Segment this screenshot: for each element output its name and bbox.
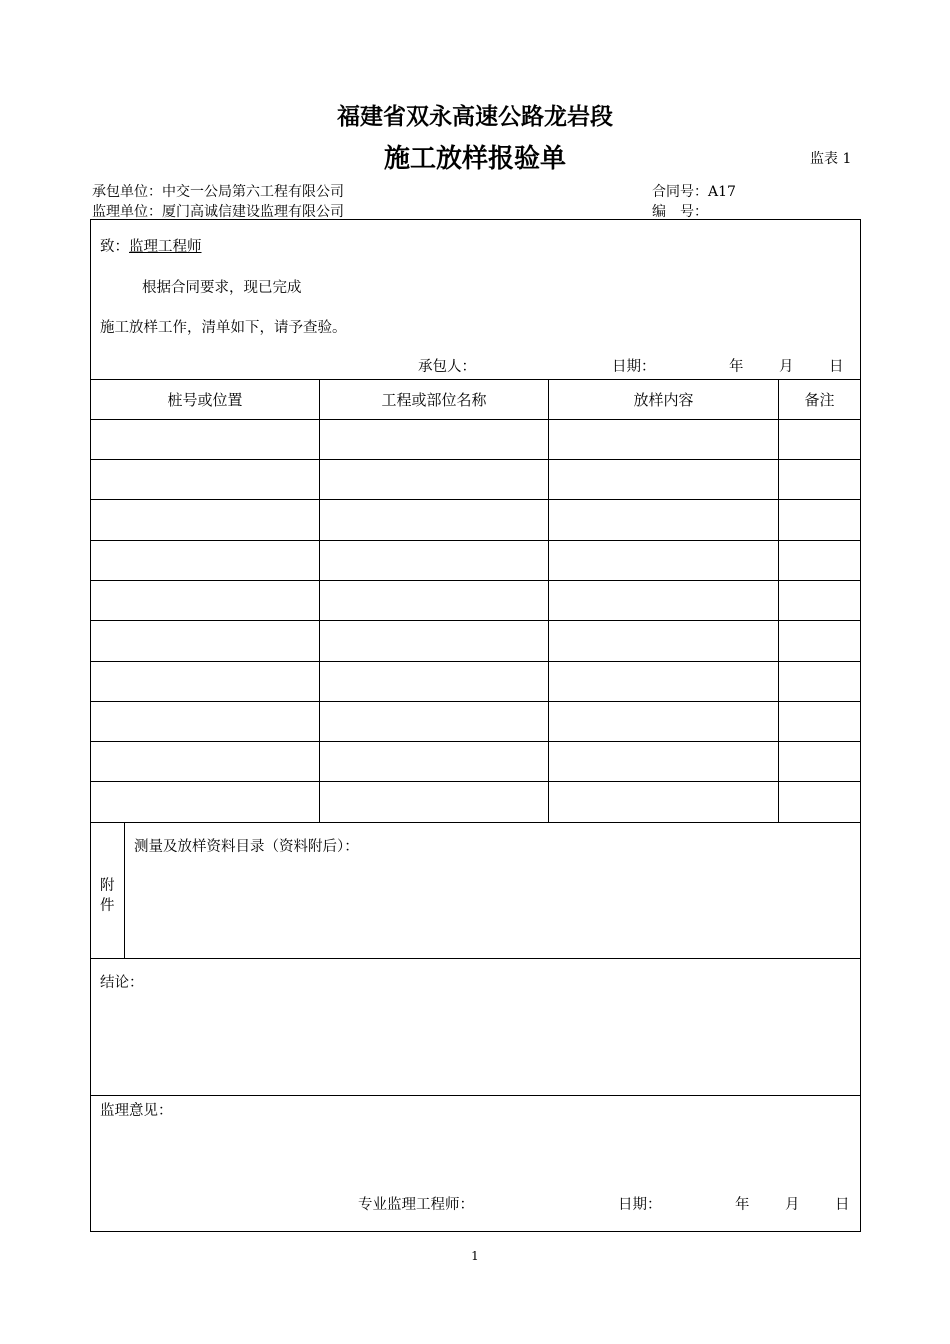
addressee-label: 致： — [100, 239, 129, 255]
remarks-cell[interactable] — [780, 782, 859, 821]
opinion-label: 监理意见： — [100, 1103, 173, 1119]
work-name-cell[interactable] — [321, 460, 548, 498]
request-line-1: 根据合同要求，现已完成 — [142, 280, 302, 296]
station-cell[interactable] — [92, 581, 319, 619]
attachment-label-1: 附 — [100, 878, 115, 894]
supervisor-name: 厦门高诚信建设监理有限公司 — [162, 204, 344, 220]
conclusion-label: 结论： — [100, 975, 144, 991]
addressee-line — [100, 235, 202, 256]
remarks-cell[interactable] — [780, 500, 859, 539]
remarks-cell[interactable] — [780, 420, 859, 458]
column-divider — [548, 379, 549, 822]
station-cell[interactable] — [92, 702, 319, 740]
layout-content-cell[interactable] — [550, 702, 778, 740]
column-header-remarks: 备注 — [804, 391, 835, 409]
contractor-name: 中交一公局第六工程有限公司 — [162, 184, 344, 200]
engineer-label: 专业监理工程师： — [358, 1197, 474, 1213]
layout-content-cell[interactable] — [550, 742, 778, 780]
remarks-cell[interactable] — [780, 662, 859, 700]
station-cell[interactable] — [92, 500, 319, 539]
attachment-divider — [124, 822, 125, 958]
attachment-bottom-border — [90, 958, 861, 959]
opinion-year-label: 年 — [735, 1197, 750, 1213]
work-name-cell[interactable] — [321, 742, 548, 780]
work-name-cell[interactable] — [321, 420, 548, 458]
remarks-cell[interactable] — [780, 581, 859, 619]
form-number: 监表 1 — [810, 151, 852, 167]
addressee-name: 监理工程师 — [129, 239, 202, 255]
column-divider — [778, 379, 779, 822]
contract-number: A17 — [708, 184, 736, 200]
station-cell[interactable] — [92, 662, 319, 700]
attachment-description: 测量及放样资料目录（资料附后）： — [134, 839, 359, 855]
remarks-cell[interactable] — [780, 621, 859, 660]
column-header-layout-content: 放样内容 — [633, 391, 694, 409]
work-name-cell[interactable] — [321, 702, 548, 740]
work-name-cell[interactable] — [321, 581, 548, 619]
supervisor-line — [92, 201, 344, 221]
contractor-line — [92, 181, 344, 201]
station-cell[interactable] — [92, 541, 319, 579]
remarks-cell[interactable] — [780, 541, 859, 579]
conclusion-field[interactable] — [92, 995, 859, 1093]
date-label: 日期： — [612, 359, 656, 375]
conclusion-bottom-border — [90, 1095, 861, 1096]
form-title: 施工放样报验单 — [383, 144, 566, 174]
layout-content-cell[interactable] — [550, 500, 778, 539]
document-title: 福建省双永高速公路龙岩段 — [337, 104, 613, 130]
station-cell[interactable] — [92, 742, 319, 780]
work-name-cell[interactable] — [321, 500, 548, 539]
contractor-label: 承包单位： — [92, 184, 162, 200]
opinion-day-label: 日 — [835, 1197, 850, 1213]
contract-number-label: 合同号： — [652, 184, 708, 200]
day-label: 日 — [829, 359, 844, 375]
layout-content-cell[interactable] — [550, 420, 778, 458]
opinion-month-label: 月 — [785, 1197, 800, 1213]
year-label: 年 — [729, 359, 744, 375]
layout-content-cell[interactable] — [550, 621, 778, 660]
month-label: 月 — [779, 359, 794, 375]
station-cell[interactable] — [92, 420, 319, 458]
layout-content-cell[interactable] — [550, 460, 778, 498]
remarks-cell[interactable] — [780, 702, 859, 740]
layout-content-cell[interactable] — [550, 581, 778, 619]
layout-content-cell[interactable] — [550, 541, 778, 579]
work-name-cell[interactable] — [321, 782, 548, 821]
attachment-field[interactable] — [126, 860, 859, 956]
remarks-cell[interactable] — [780, 742, 859, 780]
work-name-cell[interactable] — [321, 621, 548, 660]
table-bottom-border — [90, 822, 861, 823]
station-cell[interactable] — [92, 460, 319, 498]
station-cell[interactable] — [92, 782, 319, 821]
column-header-station: 桩号或位置 — [167, 391, 243, 409]
opinion-field[interactable] — [92, 1122, 859, 1182]
layout-content-cell[interactable] — [550, 782, 778, 821]
page-number: 1 — [471, 1249, 479, 1263]
applicant-label: 承包人： — [418, 359, 476, 375]
opinion-date-label: 日期： — [618, 1197, 662, 1213]
column-header-work-name: 工程或部位名称 — [381, 391, 487, 409]
request-line-2: 施工放样工作，清单如下，请予查验。 — [100, 320, 347, 336]
remarks-cell[interactable] — [780, 460, 859, 498]
column-divider — [319, 379, 320, 822]
layout-content-cell[interactable] — [550, 662, 778, 700]
work-name-cell[interactable] — [321, 541, 548, 579]
attachment-label-2: 件 — [100, 898, 115, 914]
supervisor-label: 监理单位： — [92, 204, 162, 220]
station-cell[interactable] — [92, 621, 319, 660]
contract-number-line — [652, 181, 736, 201]
serial-number-label: 编 号： — [652, 204, 708, 220]
work-name-cell[interactable] — [321, 662, 548, 700]
